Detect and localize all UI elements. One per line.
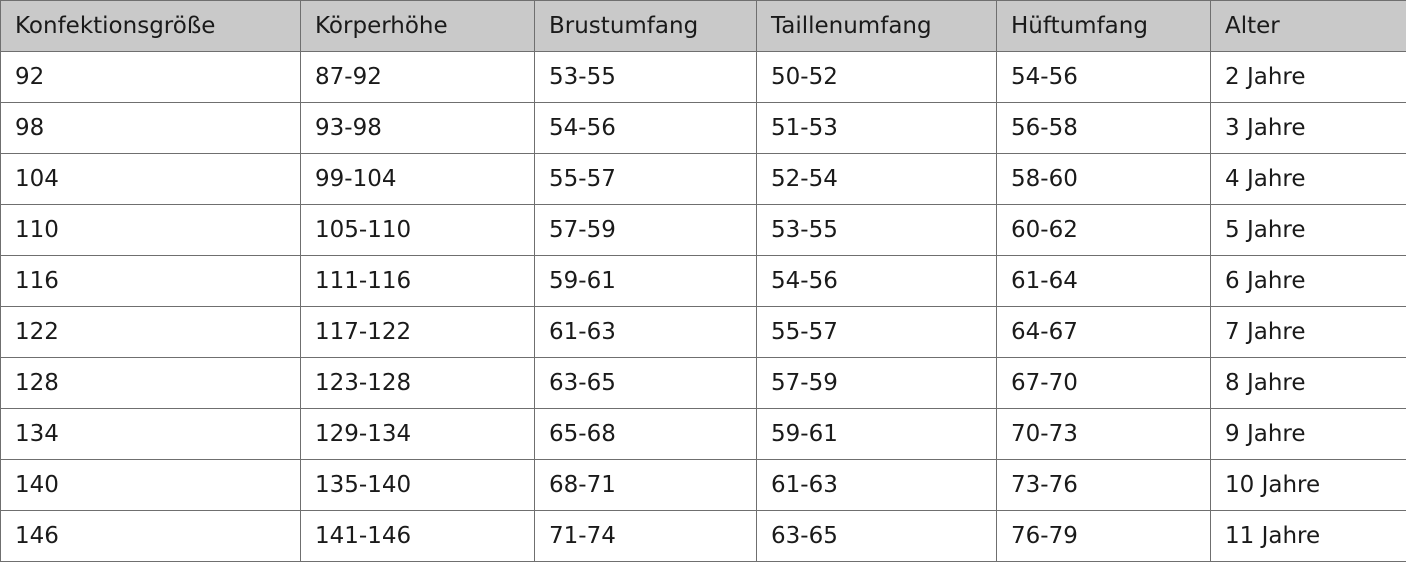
cell-brustumfang: 63-65 bbox=[535, 358, 757, 409]
table-body bbox=[1, 52, 1406, 562]
cell-brustumfang: 59-61 bbox=[535, 256, 757, 307]
cell-koerperhoehe: 117-122 bbox=[301, 307, 535, 358]
table-row bbox=[1, 154, 1406, 205]
cell-brustumfang: 54-56 bbox=[535, 103, 757, 154]
cell-hueftumfang: 70-73 bbox=[997, 409, 1211, 460]
cell-taillenumfang: 59-61 bbox=[757, 409, 997, 460]
table-header bbox=[1, 1, 1406, 52]
cell-brustumfang: 57-59 bbox=[535, 205, 757, 256]
table-row bbox=[1, 307, 1406, 358]
cell-hueftumfang: 61-64 bbox=[997, 256, 1211, 307]
cell-konfektionsgroesse: 92 bbox=[1, 52, 301, 103]
cell-hueftumfang: 76-79 bbox=[997, 511, 1211, 562]
cell-koerperhoehe: 135-140 bbox=[301, 460, 535, 511]
cell-taillenumfang: 61-63 bbox=[757, 460, 997, 511]
table-row bbox=[1, 460, 1406, 511]
cell-taillenumfang: 53-55 bbox=[757, 205, 997, 256]
cell-brustumfang: 68-71 bbox=[535, 460, 757, 511]
cell-hueftumfang: 73-76 bbox=[997, 460, 1211, 511]
cell-alter: 3 Jahre bbox=[1211, 103, 1406, 154]
cell-hueftumfang: 60-62 bbox=[997, 205, 1211, 256]
cell-brustumfang: 55-57 bbox=[535, 154, 757, 205]
cell-koerperhoehe: 123-128 bbox=[301, 358, 535, 409]
cell-konfektionsgroesse: 98 bbox=[1, 103, 301, 154]
cell-taillenumfang: 57-59 bbox=[757, 358, 997, 409]
cell-konfektionsgroesse: 122 bbox=[1, 307, 301, 358]
cell-konfektionsgroesse: 110 bbox=[1, 205, 301, 256]
cell-hueftumfang: 56-58 bbox=[997, 103, 1211, 154]
table-header-row bbox=[1, 1, 1406, 52]
cell-konfektionsgroesse: 134 bbox=[1, 409, 301, 460]
cell-alter: 4 Jahre bbox=[1211, 154, 1406, 205]
cell-taillenumfang: 55-57 bbox=[757, 307, 997, 358]
cell-brustumfang: 53-55 bbox=[535, 52, 757, 103]
cell-alter: 6 Jahre bbox=[1211, 256, 1406, 307]
cell-taillenumfang: 50-52 bbox=[757, 52, 997, 103]
cell-konfektionsgroesse: 146 bbox=[1, 511, 301, 562]
cell-hueftumfang: 54-56 bbox=[997, 52, 1211, 103]
table-row bbox=[1, 358, 1406, 409]
cell-alter: 8 Jahre bbox=[1211, 358, 1406, 409]
column-header-brustumfang: Brustumfang bbox=[535, 1, 757, 52]
cell-koerperhoehe: 105-110 bbox=[301, 205, 535, 256]
cell-konfektionsgroesse: 104 bbox=[1, 154, 301, 205]
column-header-koerperhoehe: Körperhöhe bbox=[301, 1, 535, 52]
cell-taillenumfang: 51-53 bbox=[757, 103, 997, 154]
cell-taillenumfang: 63-65 bbox=[757, 511, 997, 562]
column-header-konfektionsgroesse: Konfektionsgröße bbox=[1, 1, 301, 52]
cell-koerperhoehe: 111-116 bbox=[301, 256, 535, 307]
column-header-hueftumfang: Hüftumfang bbox=[997, 1, 1211, 52]
cell-koerperhoehe: 87-92 bbox=[301, 52, 535, 103]
table-row bbox=[1, 409, 1406, 460]
cell-koerperhoehe: 99-104 bbox=[301, 154, 535, 205]
cell-konfektionsgroesse: 116 bbox=[1, 256, 301, 307]
cell-alter: 2 Jahre bbox=[1211, 52, 1406, 103]
cell-koerperhoehe: 141-146 bbox=[301, 511, 535, 562]
cell-konfektionsgroesse: 128 bbox=[1, 358, 301, 409]
cell-hueftumfang: 64-67 bbox=[997, 307, 1211, 358]
cell-konfektionsgroesse: 140 bbox=[1, 460, 301, 511]
cell-hueftumfang: 58-60 bbox=[997, 154, 1211, 205]
cell-brustumfang: 71-74 bbox=[535, 511, 757, 562]
cell-taillenumfang: 54-56 bbox=[757, 256, 997, 307]
cell-alter: 5 Jahre bbox=[1211, 205, 1406, 256]
cell-koerperhoehe: 93-98 bbox=[301, 103, 535, 154]
table-row bbox=[1, 511, 1406, 562]
cell-brustumfang: 61-63 bbox=[535, 307, 757, 358]
table-row bbox=[1, 52, 1406, 103]
column-header-alter: Alter bbox=[1211, 1, 1406, 52]
cell-alter: 10 Jahre bbox=[1211, 460, 1406, 511]
cell-brustumfang: 65-68 bbox=[535, 409, 757, 460]
cell-alter: 7 Jahre bbox=[1211, 307, 1406, 358]
cell-taillenumfang: 52-54 bbox=[757, 154, 997, 205]
cell-koerperhoehe: 129-134 bbox=[301, 409, 535, 460]
table-row bbox=[1, 205, 1406, 256]
cell-alter: 11 Jahre bbox=[1211, 511, 1406, 562]
column-header-taillenumfang: Taillenumfang bbox=[757, 1, 997, 52]
cell-hueftumfang: 67-70 bbox=[997, 358, 1211, 409]
table-row bbox=[1, 256, 1406, 307]
table-row bbox=[1, 103, 1406, 154]
cell-alter: 9 Jahre bbox=[1211, 409, 1406, 460]
